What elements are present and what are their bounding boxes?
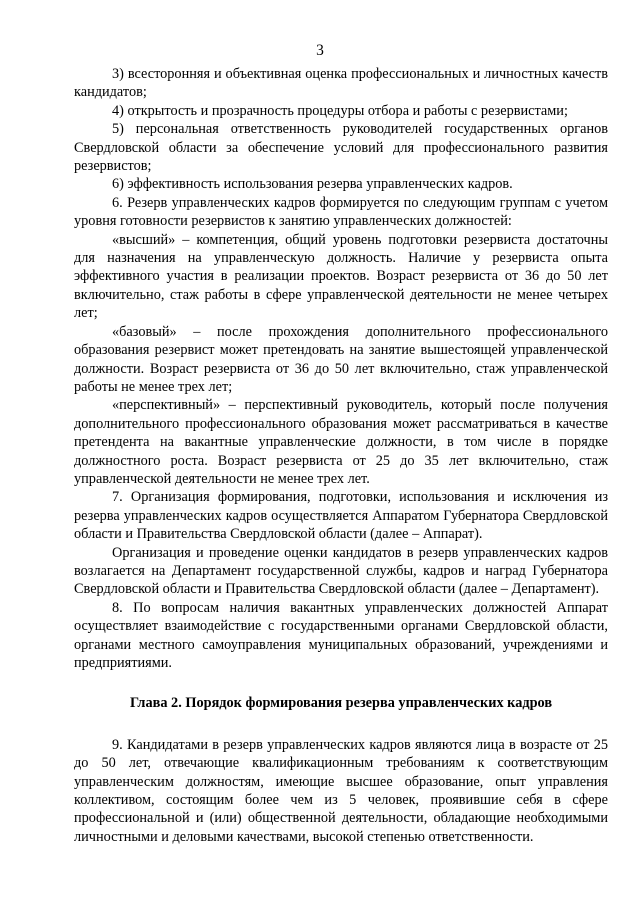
document-body: [74, 65, 608, 846]
paragraph-group-prospective: «перспективный» – перспективный руководитель, который после получения дополнительного профессионального образования может рассматриваться в качестве претендента на вакантные управленческие должности, в том числе в порядке должностного роста. Возраст резервиста от 25 до 35 лет включительно, стаж управленческой деятельности не менее трех лет.: [74, 397, 608, 487]
paragraph-principle-3: 3) всесторонняя и объективная оценка профессиональных и личностных качеств кандидатов;: [74, 66, 608, 101]
paragraph-item-7: 7. Организация формирования, подготовки, использования и исключения из резерва управленческих кадров осуществляется Аппаратом Губернатора Свердловской области и Правительства Свердловской области (далее – Аппарат).: [74, 489, 608, 543]
chapter-heading: Глава 2. Порядок формирования резерва управленческих кадров: [129, 695, 553, 712]
paragraph-principle-4: 4) открытость и прозрачность процедуры отбора и работы с резервистами;: [112, 102, 568, 119]
paragraph-item-8: 8. По вопросам наличия вакантных управленческих должностей Аппарат осуществляет взаимодействие с государственными органами Свердловской области, органами местного самоуправления муниципальных образований, учреждениями и предприятиями.: [74, 599, 608, 671]
paragraph-item-6: 6. Резерв управленческих кадров формируется по следующим группам с учетом уровня готовности резервистов к занятию управленческих должностей:: [74, 194, 608, 230]
paragraph-group-highest: «высший» – компетенция, общий уровень подготовки резервиста достаточны для назначения на управленческую должность. Наличие у резервиста опыта эффективного участия в реализации проектов. Возраст резервиста от 36 до 50 лет включительно, стаж работы в сфере управленческой деятельности не менее четырех лет;: [74, 231, 608, 322]
paragraph-principle-5: 5) персональная ответственность руководителей государственных органов Свердловской области за обеспечение условий для профессионального развития резервистов;: [74, 121, 608, 175]
paragraph-principle-6: 6) эффективность использования резерва управленческих кадров.: [112, 176, 513, 193]
page-number: 3: [316, 42, 324, 59]
paragraph-group-basic: «базовый» – после прохождения дополнительного профессионального образования резервист может претендовать на занятие вышестоящей управленческой должности. Возраст резервиста от 36 до 50 лет включительно, стаж управленческой работы не менее трех лет;: [74, 323, 608, 395]
paragraph-item-9: 9. Кандидатами в резерв управленческих кадров являются лица в возрасте от 25 до 50 лет, отвечающие квалификационным требованиям к соответствующим управленческим должностям, имеющие высшее образование, опыт управления коллективом, состоящим более чем из 5 человек, проявившие себя в сфере профессиональной и (или) общественной деятельности, обладающие необходимыми личностными и деловыми качествами, высокой степенью ответственности.: [74, 736, 608, 845]
paragraph-assessment: Организация и проведение оценки кандидатов в резерв управленческих кадров возлагается на Департамент государственной службы, кадров и наград Губернатора Свердловской области и Правительства Свердловской области (далее – Департамент).: [74, 544, 608, 598]
